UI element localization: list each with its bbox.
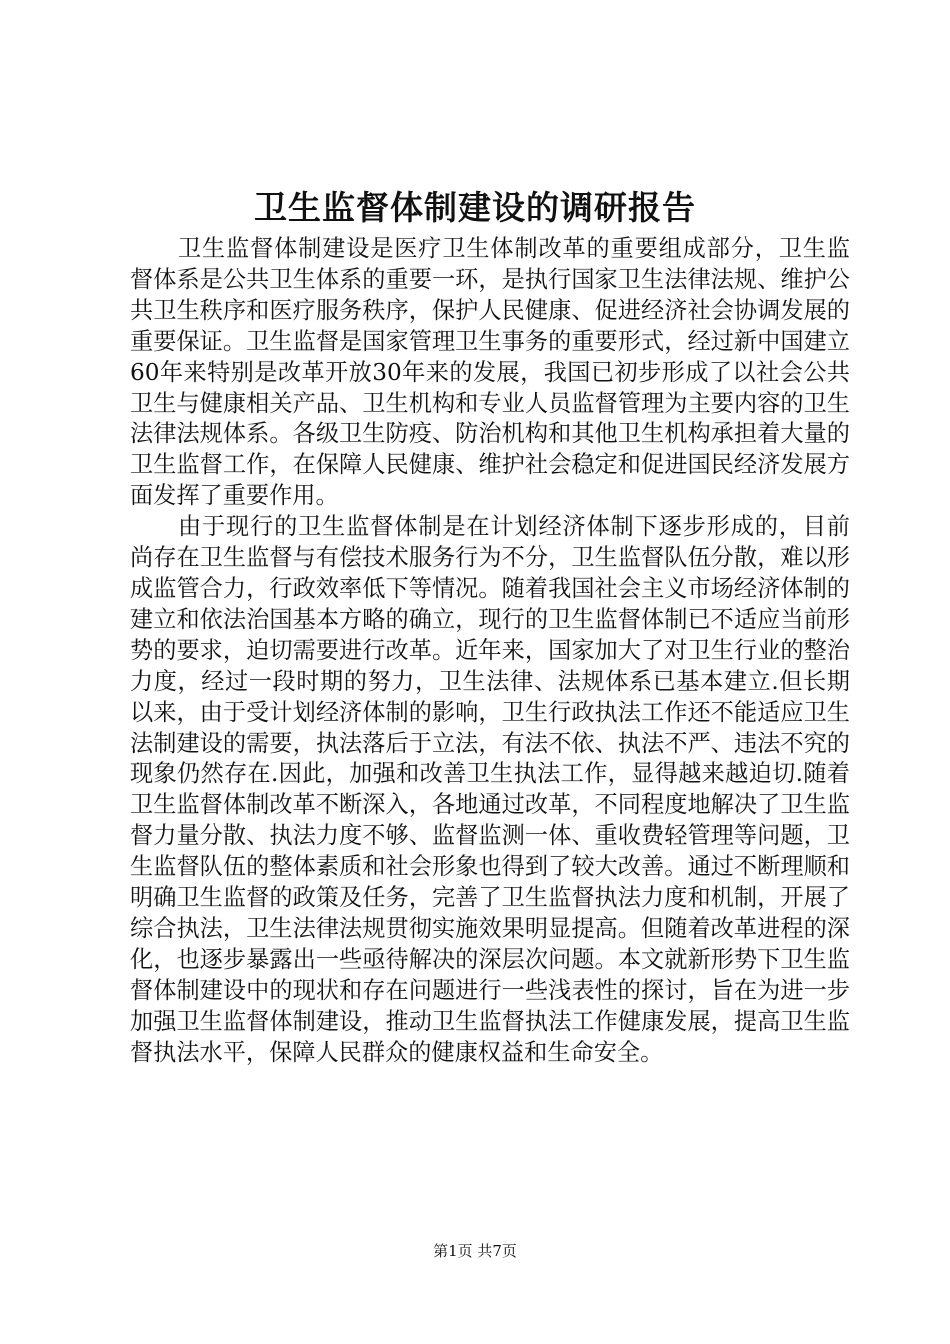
- page-number-footer: 第1页 共7页: [433, 1242, 517, 1260]
- document-title: 卫生监督体制建设的调研报告: [254, 188, 696, 227]
- document-body: [130, 234, 850, 1068]
- paragraph-2: 由于现行的卫生监督体制是在计划经济体制下逐步形成的，目前尚存在卫生监督与有偿技术服务行为不分，卫生监督队伍分散，难以形成监管合力，行政效率低下等情况。随着我国社会主义市场经济体制的建立和依法治国基本方略的确立，现行的卫生监督体制已不适应当前形势的要求，迫切需要进行改革。近年来，国家加大了对卫生行业的整治力度，经过一段时期的努力，卫生法律、法规体系已基本建立.但长期以来，由于受计划经济体制的影响，卫生行政执法工作还不能适应卫生法制建设的需要，执法落后于立法，有法不依、执法不严、违法不究的现象仍然存在.因此，加强和改善卫生执法工作，显得越来越迫切.随着卫生监督体制改革不断深入，各地通过改革，不同程度地解决了卫生监督力量分散、执法力度不够、监督监测一体、重收费轻管理等问题，卫生监督队伍的整体素质和社会形象也得到了较大改善。通过不断理顺和明确卫生监督的政策及任务，完善了卫生监督执法力度和机制，开展了综合执法，卫生法律法规贯彻实施效果明显提高。但随着改革进程的深化，也逐步暴露出一些亟待解决的深层次问题。本文就新形势下卫生监督体制建设中的现状和存在问题进行一些浅表性的探讨，旨在为进一步加强卫生监督体制建设，推动卫生监督执法工作健康发展，提高卫生监督执法水平，保障人民群众的健康权益和生命安全。: [130, 513, 850, 1066]
- paragraph-1: 卫生监督体制建设是医疗卫生体制改革的重要组成部分，卫生监督体系是公共卫生体系的重要一环，是执行国家卫生法律法规、维护公共卫生秩序和医疗服务秩序，保护人民健康、促进经济社会协调发展的重要保证。卫生监督是国家管理卫生事务的重要形式，经过新中国建立60年来特别是改革开放30年来的发展，我国已初步形成了以社会公共卫生与健康相关产品、卫生机构和专业人员监督管理为主要内容的卫生法律法规体系。各级卫生防疫、防治机构和其他卫生机构承担着大量的卫生监督工作，在保障人民健康、维护社会稳定和促进国民经济发展方面发挥了重要作用。: [130, 235, 850, 510]
